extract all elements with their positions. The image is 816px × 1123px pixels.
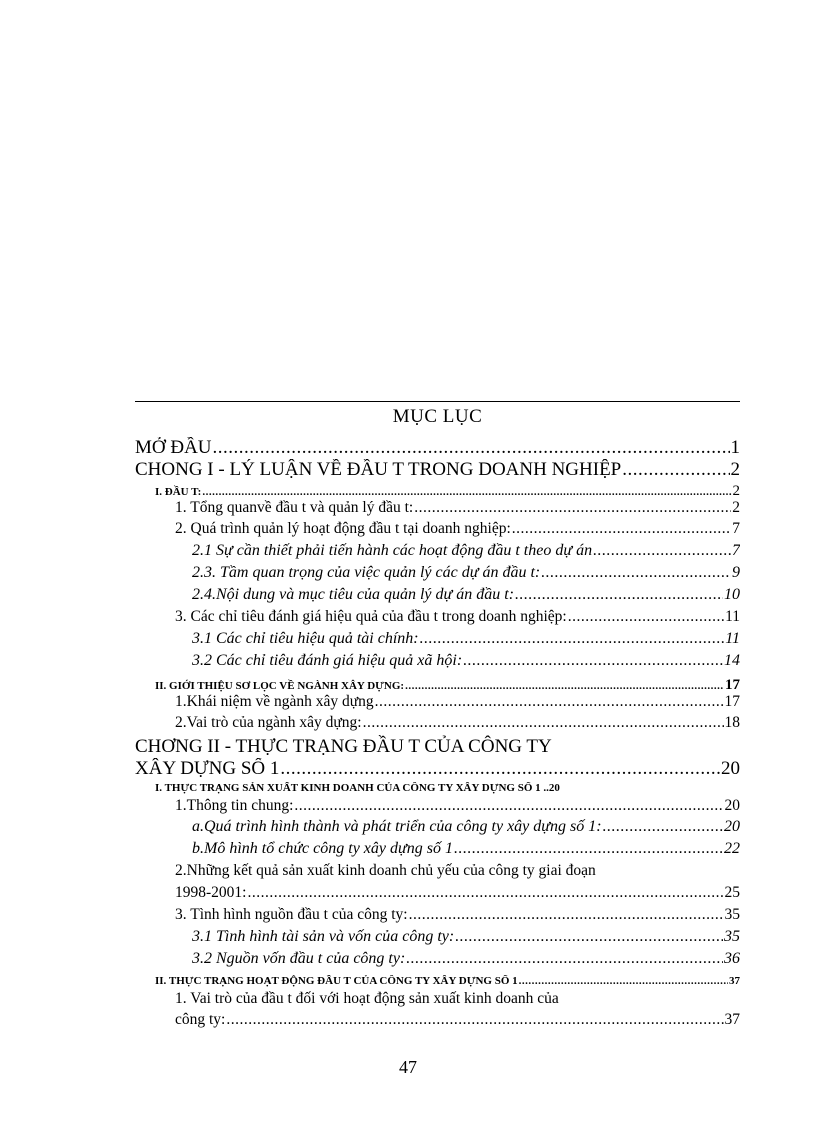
- toc-entry-label: 2.4.Nội dung và mục tiêu của quản lý dự án đầu t:: [192, 586, 515, 603]
- toc-entry-page: 17: [724, 693, 740, 710]
- dot-leader: [420, 630, 725, 648]
- dot-leader: [622, 459, 729, 481]
- toc-entry[interactable]: [192, 630, 740, 648]
- toc-entry[interactable]: [175, 884, 740, 902]
- toc-entry-label: 1.Khái niệm về ngành xây dựng: [175, 693, 374, 710]
- toc-entry-label: 3. Các chỉ tiêu đánh giá hiệu quả của đầu t trong doanh nghiệp:: [175, 608, 567, 625]
- toc-entry[interactable]: [192, 564, 740, 582]
- toc-entry-label: 3.1 Tình hình tài sản và vốn của công ty:: [192, 928, 455, 945]
- dot-leader: [519, 975, 728, 987]
- toc-entry-label: I. ĐẦU T:: [155, 486, 202, 498]
- toc-entry[interactable]: [155, 782, 740, 794]
- toc-entry-label: 3.2 Nguồn vốn đầu t của công ty:: [192, 950, 406, 967]
- toc-entry[interactable]: [192, 542, 740, 560]
- toc-entry-page: 35: [724, 906, 740, 923]
- dot-leader: [463, 652, 723, 670]
- toc-entry[interactable]: [175, 608, 740, 626]
- toc-entry[interactable]: [155, 975, 740, 987]
- dot-leader: [603, 818, 723, 836]
- toc-entry-page: 20: [724, 818, 740, 835]
- toc-entry-label: 2. Quá trình quản lý hoạt động đầu t tại doanh nghiệp:: [175, 520, 511, 537]
- toc-entry[interactable]: [135, 736, 552, 758]
- toc-entry[interactable]: [175, 1011, 740, 1029]
- toc-entry-page: 20: [721, 758, 740, 779]
- toc-title: MỤC LỤC: [392, 406, 483, 427]
- toc-entry[interactable]: [155, 677, 740, 694]
- toc-entry-label: MỞ ĐẦU: [135, 437, 212, 458]
- toc-entry-page: 14: [724, 652, 740, 669]
- toc-entry-page: 9: [732, 564, 740, 581]
- dot-leader: [414, 499, 731, 517]
- dot-leader: [454, 840, 723, 858]
- toc-entry[interactable]: [135, 758, 740, 780]
- toc-entry-page: 36: [724, 950, 740, 967]
- toc-entry[interactable]: [155, 483, 740, 500]
- toc-entry[interactable]: [192, 652, 740, 670]
- toc-entry-label: 1998-2001:: [175, 884, 247, 901]
- toc-entry[interactable]: [175, 693, 740, 711]
- toc-entry-page: 7: [732, 542, 740, 559]
- toc-entry[interactable]: [175, 862, 596, 880]
- toc-entry-label: 1. Tổng quanvề đầu t và quản lý đầu t:: [175, 499, 414, 516]
- toc-entry-page: 11: [725, 630, 740, 647]
- toc-entry[interactable]: [175, 499, 740, 517]
- toc-entry-label: a.Quá trình hình thành và phát triển của công ty xây dựng số 1:: [192, 818, 602, 835]
- toc-entry-page: 11: [725, 608, 740, 625]
- dot-leader: [280, 758, 720, 780]
- dot-leader: [515, 586, 723, 604]
- dot-leader: [375, 693, 724, 711]
- toc-entry-label: 2.Vai trò của ngành xây dựng:: [175, 714, 362, 731]
- toc-entry[interactable]: [175, 990, 559, 1008]
- toc-entry-label: 1. Vai trò của đầu t đối với hoạt động sản xuất kinh doanh của: [175, 990, 559, 1007]
- toc-entry-page: 1: [730, 437, 740, 458]
- toc-entry-label: I. THỰC TRẠNG SẢN XUẤT KINH DOANH CỦA CÔNG TY XÂY DỰNG SỐ 1 ..: [155, 782, 549, 794]
- toc-entry[interactable]: [192, 950, 740, 968]
- toc-entry-label: công ty:: [175, 1011, 226, 1028]
- toc-entry-label: II. GIỚI THIỆU SƠ LỌC VỀ NGÀNH XÂY DỰNG:: [155, 680, 405, 692]
- toc-entry-page: 20: [548, 782, 560, 794]
- dot-leader: [593, 542, 731, 560]
- toc-entry-label: XÂY DỰNG SỐ 1: [135, 758, 280, 779]
- toc-entry-label: CHONG I - LÝ LUẬN VỀ ĐẦU T TRONG DOANH NGHIỆP: [135, 459, 622, 480]
- dot-leader: [568, 608, 724, 626]
- toc-entry-page: 37: [729, 975, 740, 987]
- dot-leader: [405, 680, 724, 692]
- toc-entry-page: 2: [730, 459, 740, 480]
- toc-entry[interactable]: [175, 520, 740, 538]
- toc-entry-label: 2.1 Sự cần thiết phải tiến hành các hoạt động đầu t theo dự án: [192, 542, 593, 559]
- dot-leader: [202, 486, 731, 498]
- toc-entry-page: 2: [732, 483, 740, 499]
- toc-entry[interactable]: [192, 840, 740, 858]
- toc-entry-page: 37: [724, 1011, 740, 1028]
- toc-entry-label: 3.2 Các chỉ tiêu đánh giá hiệu quả xã hội:: [192, 652, 463, 669]
- page-number: 47: [399, 1057, 417, 1077]
- dot-leader: [294, 797, 723, 815]
- toc-entry-page: 18: [724, 714, 740, 731]
- toc-entry-label: II. THỰC TRẠNG HOẠT ĐỘNG ĐẦU T CỦA CÔNG TY XÂY DỰNG SỐ 1: [155, 975, 518, 987]
- toc-entry-label: 3.1 Các chỉ tiêu hiệu quả tài chính:: [192, 630, 419, 647]
- dot-leader: [226, 1011, 723, 1029]
- toc-entry-page: 25: [724, 884, 740, 901]
- toc-entry-label: 1.Thông tin chung:: [175, 797, 294, 814]
- toc-entry-label: b.Mô hình tổ chức công ty xây dựng số 1: [192, 840, 453, 857]
- dot-leader: [363, 714, 724, 732]
- toc-entry-page: 20: [724, 797, 740, 814]
- dot-leader: [541, 564, 731, 582]
- toc-entry-page: 7: [732, 520, 740, 537]
- dot-leader: [247, 884, 723, 902]
- toc-entry-label: 2.3. Tầm quan trọng của việc quản lý các dự án đầu t:: [192, 564, 541, 581]
- dot-leader: [406, 950, 723, 968]
- toc-entry[interactable]: [175, 714, 740, 732]
- toc-entry-page: 22: [724, 840, 740, 857]
- toc-entry-page: 10: [724, 586, 740, 603]
- toc-entry[interactable]: [192, 818, 740, 836]
- dot-leader: [455, 928, 723, 946]
- toc-entry[interactable]: [192, 928, 740, 946]
- toc-entry-label: CHƠNG II - THỰC TRẠNG ĐẦU T CỦA CÔNG TY: [135, 736, 552, 757]
- toc-entry-page: 2: [732, 499, 740, 516]
- toc-entry-page: 17: [725, 677, 740, 693]
- toc-entry[interactable]: [135, 437, 740, 459]
- toc-entry[interactable]: [175, 797, 740, 815]
- dot-leader: [213, 437, 730, 459]
- dot-leader: [512, 520, 731, 538]
- toc-entry[interactable]: [175, 906, 740, 924]
- toc-entry[interactable]: [135, 459, 740, 481]
- toc-entry[interactable]: [192, 586, 740, 604]
- toc-entry-page: 35: [724, 928, 740, 945]
- dot-leader: [409, 906, 724, 924]
- toc-entry-label: 2.Những kết quả sản xuất kinh doanh chủ yếu của công ty giai đoạn: [175, 862, 596, 879]
- toc-entry-label: 3. Tình hình nguồn đầu t của công ty:: [175, 906, 408, 923]
